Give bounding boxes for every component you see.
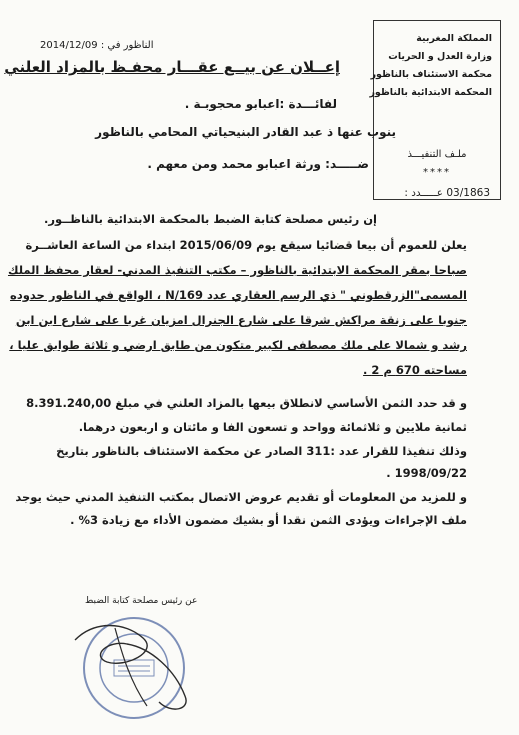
header-appeal-court: محكمة الاستئناف بالناظور [370,69,492,80]
beneficiary-line: لفائـــدة :اعبابو محجوبـة . [184,97,337,111]
page-title: إعــلان عن بيــع عقـــار محفـظ بالمزاد العلني [4,58,340,76]
court-header-box [369,20,501,200]
execution-line-2: 1998/09/22 . [386,466,467,480]
execution-line-1: وذلك تنفيذا للقرار عدد :311 الصادر عن محكمة الاستئناف بالناظور بتاريخ [56,444,467,458]
body-line-4: جنوبا على زنقة مراكش شرقا على شارع الجنرال امزيان غربا على شارع ابن ابن [15,313,467,327]
info-line-1: و للمزيد من المعلومات أو تقديم عروض الاتصال بمكتب التنفيذ المدني حيث يوجد [15,490,467,504]
price-line-1: و قد حدد الثمن الأساسي لانطلاق بيعها بالمزاد العلني في مبلغ 8.391.240,00 [26,396,467,410]
header-kingdom: المملكة المغربية [416,33,492,44]
header-ministry: وزارة العدل و الحريات [388,51,492,62]
file-label: ملـف التنفيـــذ [407,149,467,160]
body-line-3: المسمى"الزرقطوني " ذي الرسم العقاري عدد N/169 ، الواقع في الناظور حدوده [10,288,467,302]
header-first-instance-court: المحكمة الابتدائية بالناظور [369,87,492,98]
stamp-caption: عن رئيس مصلحة كتابة الضبط [85,596,198,606]
body-line-6: مساحته 670 م 2 . [363,363,467,377]
signature-scribble [55,610,205,720]
price-line-2: ثمانية ملايين و ثلاثمائة وواحد و تسعون الفا و مائتان و اربعون درهما. [78,420,467,434]
body-line-5: رشد و شمالا على ملك مصطفى لكبير متكون من طابق ارضي و ثلاثة طوابق عليا ، [9,338,467,352]
body-line-1: يعلن للعموم أن بيعا قضائيا سيقع يوم 2015/06/09 ابتداء من الساعة العاشــرة [25,238,467,252]
against-line: ضـــــد: ورثة اعبابو محمد ومن معهم . [147,157,369,171]
document-date: الناظور في : 2014/12/09 [40,40,154,51]
file-number: 03/1863 عـــــدد : [404,187,490,199]
info-line-2: ملف الإجراءات ويؤدى الثمن نقدا أو بشيك مضمون الأداء مع زيادة 3% . [70,513,467,527]
file-stars: **** [423,167,451,178]
intro-line: إن رئيس مصلحة كتابة الضبط بالمحكمة الابتدائية بالناظــور. [44,212,377,226]
body-line-2: صباحا بمقر المحكمة الابتدائية بالناظور – مكتب التنفيذ المدني- لعقار محفظ الملك [7,263,467,277]
lawyer-line: ينوب عنها ذ عبد القادر البنيحياتي المحامي بالناظور [95,125,396,139]
